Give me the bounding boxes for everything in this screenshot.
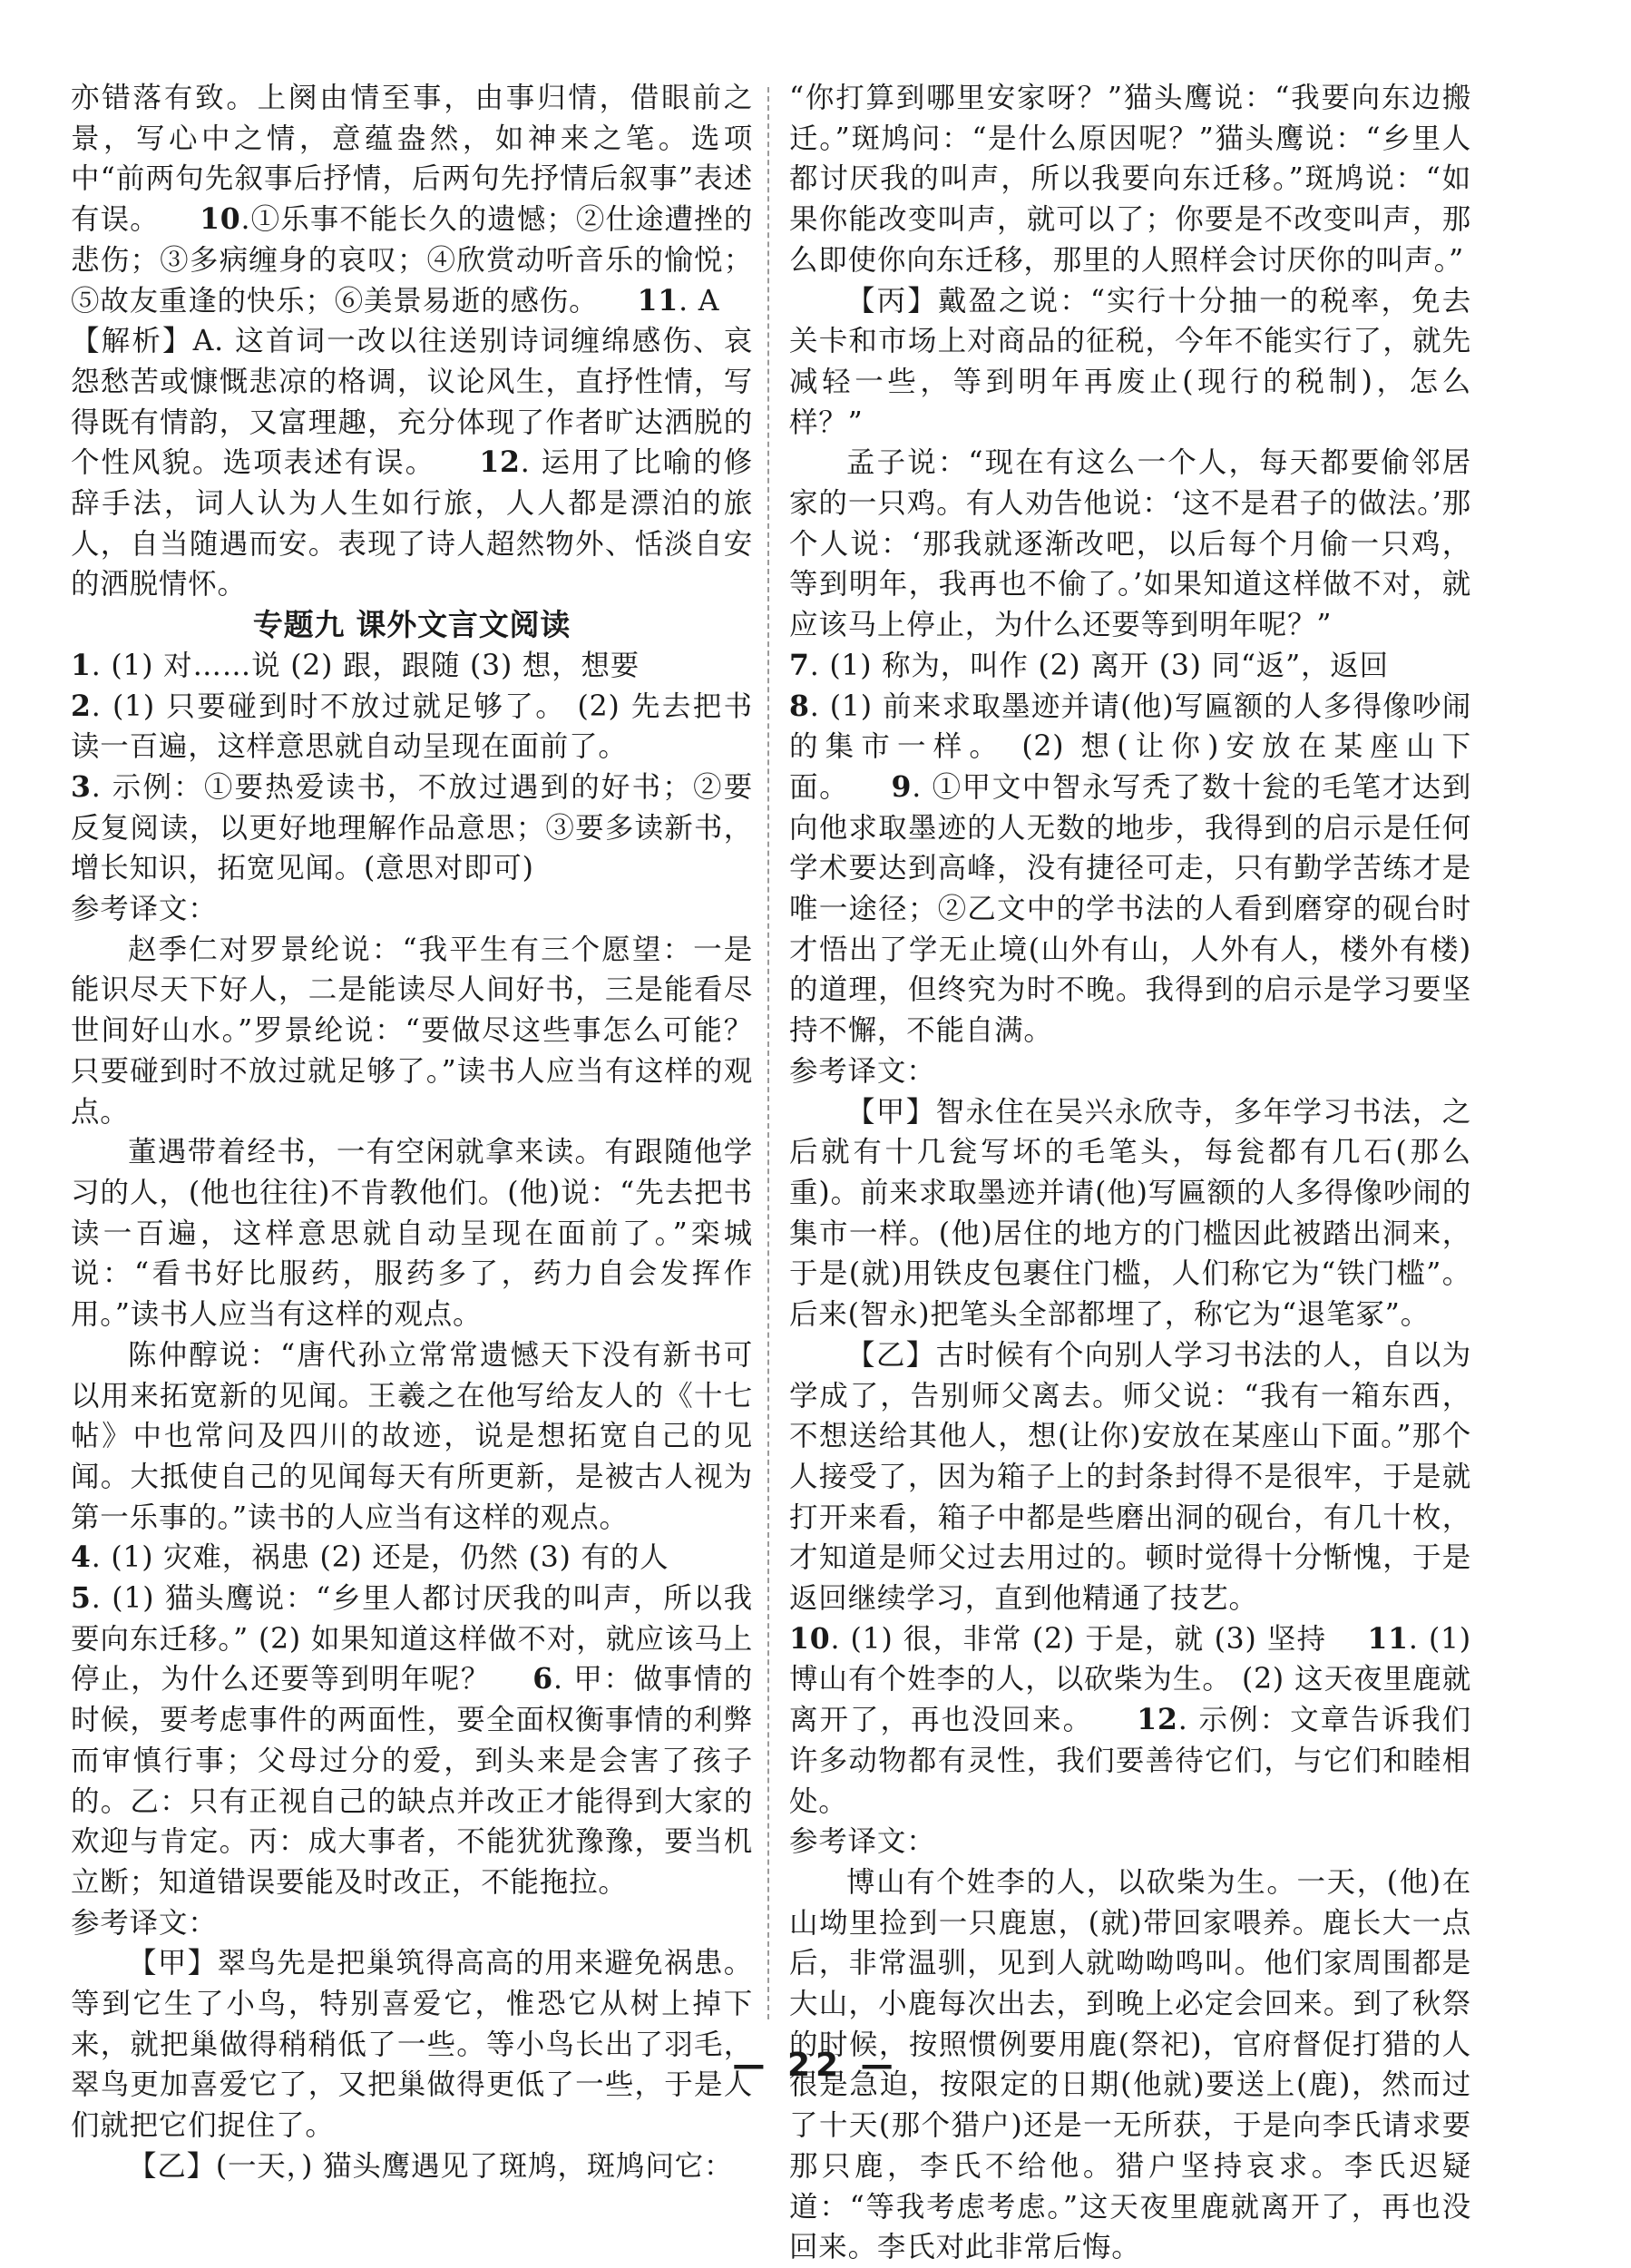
section-title: 专题九 课外文言文阅读 — [252, 607, 571, 643]
question-number: 12 — [1137, 1703, 1178, 1737]
question-number: 2 — [71, 689, 92, 723]
question-number: 11 — [1367, 1621, 1409, 1656]
left-column — [71, 78, 753, 2187]
answer-text: . A — [679, 284, 720, 318]
question-number: 9 — [891, 769, 913, 804]
analysis-text: 【解析】A. 这首词一改以往送别诗词缠绵感伤、哀怨愁苦或慷慨悲凉的格调，议论风生，直抒性情，写得既有情韵，又富理趣，充分体现了作者旷达洒脱的个性风貌。选项表述有误。 — [71, 325, 753, 480]
question-number: 7 — [789, 648, 810, 682]
answer-text: . (1) 博山有个姓李的人，以砍柴为生。 (2) 这天夜里鹿就离开了，再也没回来。 — [789, 1622, 1471, 1737]
translation-paragraph: 【丙】戴盈之说：“实行十分抽一的税率，免去关卡和市场上对商品的征税，今年不能实行了，就先减轻一些，等到明年再废止(现行的税制)，怎么样？” — [789, 284, 1471, 439]
translation-paragraph: 孟子说：“现在有这么一个人，每天都要偷邻居家的一只鸡。有人劝告他说：‘这不是君子的做法。’那个人说：‘那我就逐渐改吧，以后每个月偷一只鸡，等到明年，我再也不偷了。’如果知道这样做不对，就应该马上停止，为什么还要等到明年呢？” — [789, 446, 1471, 642]
analysis-paragraph — [71, 321, 753, 605]
answer-text: . (1) 猫头鹰说：“乡里人都讨厌我的叫声，所以我要向东迁移。” (2) 如果知道这样做不对，就应该马上停止，为什么还要等到明年呢？ — [71, 1582, 753, 1696]
answer-text: . 示例：文章告诉我们许多动物都有灵性，我们要善待它们，与它们和睦相处。 — [789, 1704, 1471, 1818]
answer-text: . (1) 称为，叫作 (2) 离开 (3) 同“返”，返回 — [809, 649, 1389, 682]
question-number: 8 — [789, 689, 810, 723]
answer-item — [71, 767, 753, 889]
answer-item — [789, 1619, 1471, 1823]
answer-item — [789, 687, 1471, 1051]
page-number: — 22 — — [732, 2047, 899, 2084]
answer-text: . (1) 很，非常 (2) 于是，就 (3) 坚持 — [830, 1622, 1327, 1656]
reference-label: 参考译文： — [789, 1825, 936, 1859]
right-column — [789, 78, 1471, 2268]
answer-text: . 示例：①要热爱读书，不放过遇到的好书；②要反复阅读，以更好地理解作品意思；③要多读新书，增长知识，拓宽见闻。(意思对即可) — [71, 770, 753, 885]
answer-text: . (1) 只要碰到时不放过就足够了。 (2) 先去把书读一百遍，这样意思就自动呈现在面前了。 — [71, 689, 753, 764]
translation-paragraph: 董遇带着经书，一有空闲就拿来读。有跟随他学习的人，(他也往往)不肯教他们。(他)说：“先去把书读一百遍，这样意思就自动呈现在面前了。”栾城说：“看书好比服药，服药多了，药力自会发挥作用。”读书人应当有这样的观点。 — [71, 1136, 753, 1332]
answer-text: . 甲：做事情的时候，要考虑事件的两面性，要全面权衡事情的利弊而审慎行事；父母过分的爱，到头来是会害了孩子的。乙：只有正视自己的缺点并改正才能得到大家的欢迎与肯定。丙：成大事者，不能犹犹豫豫，要当机立断；知道错误要能及时改正，不能拖拉。 — [71, 1663, 753, 1899]
question-number: 10 — [789, 1621, 831, 1656]
answer-text: . ①甲文中智永写秃了数十瓮的毛笔才达到向他求取墨迹的人无数的地步，我得到的启示是任何学术要达到高峰，没有捷径可走，只有勤学苦练才是唯一途径；②乙文中的学书法的人看到磨穿的砚台时才悟出了学无止境(山外有山，人外有人，楼外有楼)的道理，但终究为时不晚。我得到的启示是学习要坚持不懈，不能自满。 — [789, 770, 1471, 1048]
answer-text: . (1) 灾难，祸患 (2) 还是，仍然 (3) 有的人 — [91, 1541, 669, 1575]
answer-text: . 运用了比喻的修辞手法，词人认为人生如行旅，人人都是漂泊的旅人，自当随遇而安。表现了诗人超然物外、恬淡自安的洒脱情怀。 — [71, 446, 753, 601]
translation-paragraph: 陈仲醇说：“唐代孙立常常遗憾天下没有新书可以用来拓宽新的见闻。王羲之在他写给友人的《十七帖》中也常问及四川的故迹，说是想拓宽自己的见闻。大抵使自己的见闻每天有所更新，是被古人视为第一乐事的。”读书的人应当有这样的观点。 — [71, 1338, 753, 1534]
answer-paragraph — [71, 78, 753, 321]
translation-paragraph: 博山有个姓李的人，以砍柴为生。一天，(他)在山坳里捡到一只鹿崽，(就)带回家喂养。鹿长大一点后，非常温驯，见到人就呦呦鸣叫。他们家周围都是大山，小鹿每次出去，到晚上必定会回来。到了秋祭的时候，按照惯例要用鹿(祭祀)，官府督促打猎的人很是急迫，按限定的日期(他就)要送上(鹿)，然而过了十天(那个猎户)还是一无所获，于是向李氏请求要那只鹿，李氏不给他。猎户坚持哀求。李氏迟疑道：“等我考虑考虑。”这天夜里鹿就离开了，再也没回来。李氏对此非常后悔。 — [789, 1865, 1471, 2264]
answer-item — [71, 646, 753, 687]
translation-paragraph: “你打算到哪里安家呀？”猫头鹰说：“我要向东边搬迁。”斑鸠问：“是什么原因呢？”猫头鹰说：“乡里人都讨厌我的叫声，所以我要向东迁移。”斑鸠说：“如果你能改变叫声，就可以了；你要是不改变叫声，那么即使你向东迁移，那里的人照样会讨厌你的叫声。” — [789, 82, 1471, 277]
answer-item — [71, 1538, 753, 1579]
answer-item — [71, 1579, 753, 1903]
reference-label: 参考译文： — [71, 1906, 218, 1940]
question-number: 11 — [637, 283, 679, 318]
question-number: 6 — [532, 1662, 553, 1696]
translation-paragraph: 【甲】智永住在吴兴永欣寺，多年学习书法，之后就有十几瓮写坏的毛笔头，每瓮都有几石(那么重)。前来求取墨迹并请(他)写匾额的人多得像吵闹的集市一样。(他)居住的地方的门槛因此被踏出洞来，于是(就)用铁皮包裹住门槛，人们称它为“铁门槛”。后来(智永)把笔头全部都埋了，称它为“退笔冢”。 — [789, 1095, 1471, 1332]
answer-item — [71, 687, 753, 767]
question-number: 12 — [479, 445, 521, 480]
answer-item — [789, 646, 1471, 687]
reference-label: 参考译文： — [71, 893, 218, 926]
translation-paragraph: 【乙】(一天，) 猫头鹰遇见了斑鸠，斑鸠问它： — [128, 2149, 734, 2183]
question-number: 1 — [71, 648, 92, 682]
answer-text: 亦错落有致。上阕由情至事，由事归情，借眼前之景，写心中之情，意蕴盎然，如神来之笔。选项中“前两句先叙事后抒情，后两句先抒情后叙事”表述有误。 — [71, 82, 753, 237]
answer-text: . (1) 对……说 (2) 跟，跟随 (3) 想，想要 — [91, 649, 640, 682]
question-number: 5 — [71, 1581, 92, 1616]
column-divider — [767, 87, 769, 2019]
question-number: 4 — [71, 1540, 92, 1575]
translation-paragraph: 【乙】古时候有个向别人学习书法的人，自以为学成了，告别师父离去。师父说：“我有一箱东西，不想送给其他人，想(让你)安放在某座山下面。”那个人接受了，因为箱子上的封条封得不是很牢，于是就打开来看，箱子中都是些磨出洞的砚台，有几十枚，才知道是师父过去用过的。顿时觉得十分惭愧，于是返回继续学习，直到他精通了技艺。 — [789, 1338, 1471, 1616]
translation-paragraph: 赵季仁对罗景纶说：“我平生有三个愿望：一是能识尽天下好人，二是能读尽人间好书，三是能看尽世间好山水。”罗景纶说：“要做尽这些事怎么可能？只要碰到时不放过就足够了。”读书人应当有这样的观点。 — [71, 933, 753, 1129]
answer-text: . (1) 前来求取墨迹并请(他)写匾额的人多得像吵闹的集市一样。 (2) 想(让你)安放在某座山下面。 — [789, 689, 1471, 804]
translation-paragraph: 【甲】翠鸟先是把巢筑得高高的用来避免祸患。等到它生了小鸟，特别喜爱它，惟恐它从树上掉下来，就把巢做得稍稍低了一些。等小鸟长出了羽毛，翠鸟更加喜爱它了，又把巢做得更低了一些，于是人们就把它们捉住了。 — [71, 1947, 753, 2143]
answer-text: .①乐事不能长久的遗憾；②仕途遭挫的悲伤；③多病缠身的哀叹；④欣赏动听音乐的愉悦；⑤故友重逢的快乐；⑥美景易逝的感伤。 — [71, 203, 753, 318]
question-number: 10 — [200, 202, 241, 237]
question-number: 3 — [71, 769, 92, 804]
reference-label: 参考译文： — [789, 1054, 936, 1088]
